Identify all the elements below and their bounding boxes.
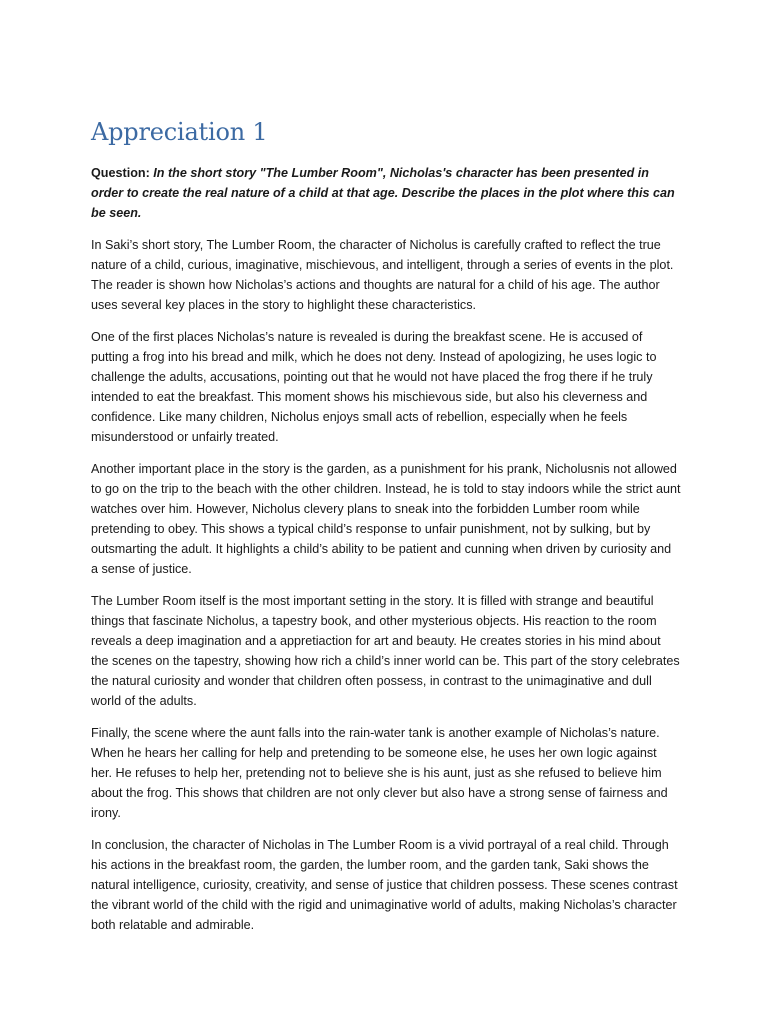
body-paragraph-garden: Another important place in the story is the garden, as a punishment for his prank, Nicholusnis not allowed to go on the trip to the beach with the other children. Instead, he is told to stay indoors while the strict aunt watches over him. However, Nicholus clevery plans to sneak into the forbidden Lumber room while pretending to obey. This shows a typical child’s response to unfair punishment, not by sulking, but by outsmarting the adult. It highlights a child’s ability to be patient and cunning when driven by curiosity and a sense of justice. xyxy=(91,462,681,576)
document-title: Appreciation 1 xyxy=(91,118,268,146)
body-paragraph-water-tank: Finally, the scene where the aunt falls into the rain-water tank is another example of Nicholas’s nature. When he hears her calling for help and pretending to be someone else, he uses her own logic against her. He refuses to help her, pretending not to believe she is his aunt, just as she refused to believe him about the frog. This shows that children are not only clever but also have a strong sense of fairness and irony. xyxy=(91,726,668,820)
body-paragraph-lumber-room: The Lumber Room itself is the most important setting in the story. It is filled with strange and beautiful things that fascinate Nicholus, a tapestry book, and other mysterious objects. His reaction to the room reveals a deep imagination and a appretiaction for art and beauty. He creates stories in his mind about the scenes on the tapestry, showing how rich a child’s inner world can be. This part of the story celebrates the natural curiosity and wonder that children often possess, in contrast to the unimaginative and dull world of the adults. xyxy=(91,594,680,708)
document-page xyxy=(91,112,681,947)
body-paragraph-intro: In Saki’s short story, The Lumber Room, the character of Nicholus is carefully crafted to reflect the true nature of a child, curious, imaginative, mischievous, and intelligent, through a series of events in the plot. The reader is shown how Nicholas’s actions and thoughts are natural for a child of his age. The author uses several key places in the story to highlight these characteristics. xyxy=(91,238,674,312)
question-text: In the short story "The Lumber Room", Nicholas's character has been presented in order to create the real nature of a child at that age. Describe the places in the plot where this can be seen. xyxy=(91,166,675,220)
question-paragraph xyxy=(91,163,681,223)
question-label: Question: xyxy=(91,166,150,180)
body-paragraph-conclusion: In conclusion, the character of Nicholas in The Lumber Room is a vivid portrayal of a real child. Through his actions in the breakfast room, the garden, the lumber room, and the garden tank, Saki shows the natural intelligence, curiosity, creativity, and sense of justice that children possess. These scenes contrast the vibrant world of the child with the rigid and unimaginative world of adults, making Nicholas’s character both relatable and admirable. xyxy=(91,838,678,932)
body-paragraph-breakfast: One of the first places Nicholas’s nature is revealed is during the breakfast scene. He is accused of putting a frog into his bread and milk, which he does not deny. Instead of apologizing, he uses logic to challenge the adults, accusations, pointing out that he would not have placed the frog there if he truly intended to eat the breakfast. This moment shows his mischievous side, but also his cleverness and confidence. Like many children, Nicholus enjoys small acts of rebellion, especially when he feels misunderstood or unfairly treated. xyxy=(91,330,657,444)
